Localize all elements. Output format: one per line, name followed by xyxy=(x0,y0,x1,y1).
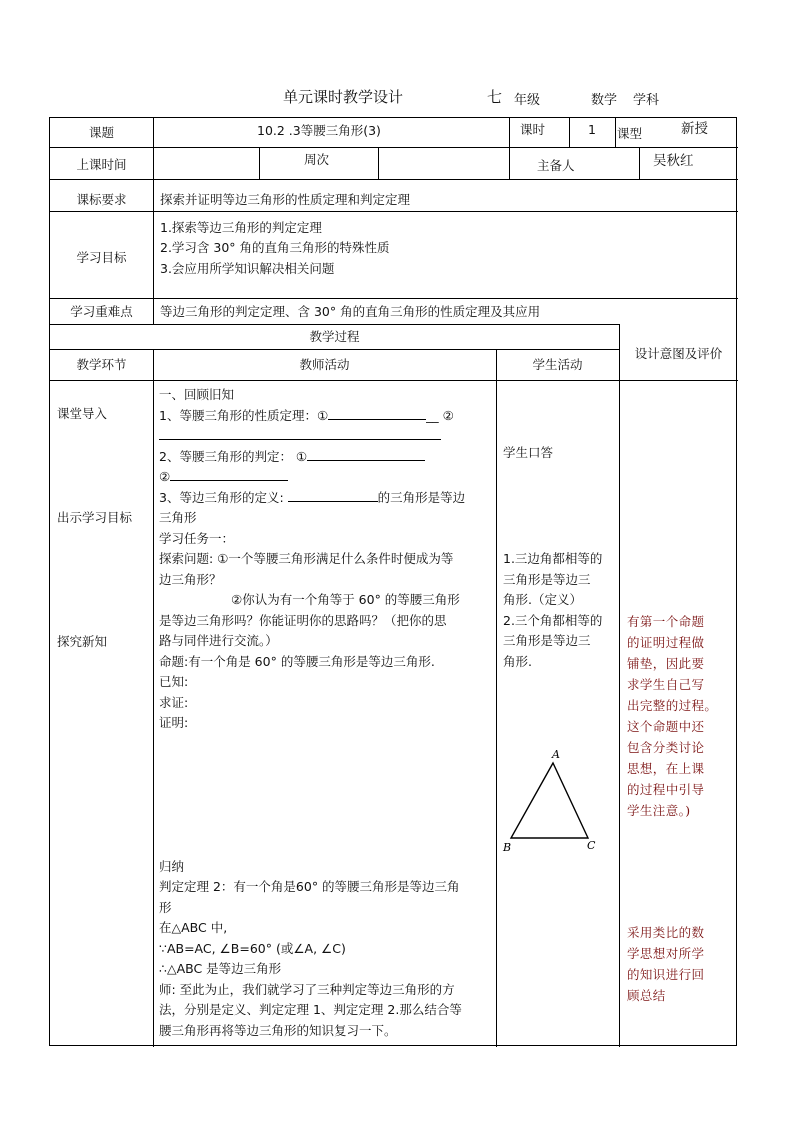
vertex-b-label: B xyxy=(503,841,512,854)
stage-item: 探究新知 xyxy=(57,634,108,649)
student-answer: 学生口答 xyxy=(503,445,554,460)
text-line: 路与同伴进行交流。） xyxy=(159,633,278,648)
subject-name: 数学 xyxy=(591,93,618,108)
text-line: 腰三角形再将等边三角形的知识复习一下。 xyxy=(159,1022,397,1038)
design-header: 设计意图及评价 xyxy=(634,346,723,361)
lesson-label: 课题 xyxy=(88,125,114,140)
text-line: ∵AB=AC, ∠B=60° (或∠A, ∠C) xyxy=(159,940,346,956)
goal-item: 2.学习含 30° 角的直角三角形的特殊性质 xyxy=(160,240,390,255)
text-line: 求证: xyxy=(159,694,189,710)
col-student: 学生活动 xyxy=(532,357,583,372)
text-line: 命题:有一个角是 60° 的等腰三角形是等边三角形. xyxy=(159,653,435,669)
text-line: 证明: xyxy=(159,715,189,730)
grade-label: 年级 xyxy=(514,93,541,108)
lesson-value: 10.2 .3等腰三角形(3) xyxy=(257,123,381,138)
text-line: 法，分别是定义、判定定理 1、判定定理 2.那么结合等 xyxy=(159,1002,462,1017)
text-line: 探索问题: ①一个等腰三角形满足什么条件时便成为等 xyxy=(159,551,454,566)
text-line: 在△ABC 中, xyxy=(159,920,228,935)
text-line: 师: 至此为止，我们就学习了三种判定等边三角形的方 xyxy=(159,981,455,997)
subject-label: 学科 xyxy=(633,93,660,108)
text-line: ②你认为有一个角等于 60° 的等腰三角形 xyxy=(231,592,460,607)
grade-number: 七 xyxy=(487,88,503,106)
key-label: 学习重难点 xyxy=(70,304,133,319)
blank-line xyxy=(159,426,494,447)
type-label: 课型 xyxy=(617,126,643,141)
key-value: 等边三角形的判定定理、含 30° 角的直角三角形的性质定理及其应用 xyxy=(160,304,541,319)
standard-value: 探索并证明等边三角形的性质定理和判定定理 xyxy=(160,192,411,207)
vertex-a-label: A xyxy=(552,748,560,761)
week-label: 周次 xyxy=(304,152,330,167)
lesson-plan-table xyxy=(49,117,737,1046)
type-value: 新授 xyxy=(681,121,708,137)
preparer-value: 吴秋红 xyxy=(653,153,694,169)
standard-label: 课标要求 xyxy=(76,192,127,207)
design-note-1: 有第一个命题 的证明过程做 铺垫，因此要 求学生自己写 出完整的过程。 这个命题中还 包含分类讨论 思想，在上课 的过程中引导 学生注意。) xyxy=(627,614,718,818)
text-line: 2、等腰三角形的判定： ① xyxy=(159,447,494,468)
period-value: 1 xyxy=(588,122,596,137)
process-title: 教学过程 xyxy=(309,329,360,344)
text-line: 三角形 xyxy=(159,510,197,525)
text-line: 已知: xyxy=(159,674,189,689)
text-line: 一、回顾旧知 xyxy=(159,387,235,402)
text-line: 是等边三角形吗？你能证明你的思路吗？（把你的思 xyxy=(159,612,447,628)
time-label: 上课时间 xyxy=(76,157,127,172)
document-title: 单元课时教学设计 xyxy=(283,88,404,106)
col-teacher: 教师活动 xyxy=(299,357,350,372)
text-line: ∴△ABC 是等边三角形 xyxy=(159,961,282,976)
stage-item: 出示学习目标 xyxy=(57,510,133,525)
goal-item: 3.会应用所学知识解决相关问题 xyxy=(160,261,335,276)
text-line: 1、等腰三角形的性质定理：① __ ② xyxy=(159,407,454,423)
text-line: 归纳 xyxy=(159,858,185,874)
text-line: ② xyxy=(159,467,494,488)
document-title-line xyxy=(0,86,794,110)
text-line: 3、等边三角形的定义: 的三角形是等边 xyxy=(159,489,466,505)
text-line: 学习任务一： xyxy=(159,530,235,546)
col-stage: 教学环节 xyxy=(76,357,127,372)
student-response-1: 1.三边角都相等的 三角形是等边三 角形.（定义） 2.三个角都相等的 三角形是等边三 角形. xyxy=(503,551,603,669)
text-line: 形 xyxy=(159,899,172,915)
triangle-abc-figure xyxy=(502,746,602,856)
design-note-2: 采用类比的数 学思想对所学 的知识进行回 顾总结 xyxy=(627,925,705,1003)
proof-space xyxy=(159,734,494,857)
period-label: 课时 xyxy=(520,122,546,137)
text-line: 判定定理 2：有一个角是60° 的等腰三角形是等边三角 xyxy=(159,879,460,894)
teacher-activity xyxy=(159,385,494,1041)
goals-label: 学习目标 xyxy=(76,250,127,265)
stage-item: 课堂导入 xyxy=(57,406,108,421)
text-line: 边三角形？ xyxy=(159,571,222,587)
vertex-c-label: C xyxy=(587,839,596,852)
goal-item: 1.探索等边三角形的判定定理 xyxy=(160,220,322,235)
preparer-label: 主备人 xyxy=(537,158,575,173)
